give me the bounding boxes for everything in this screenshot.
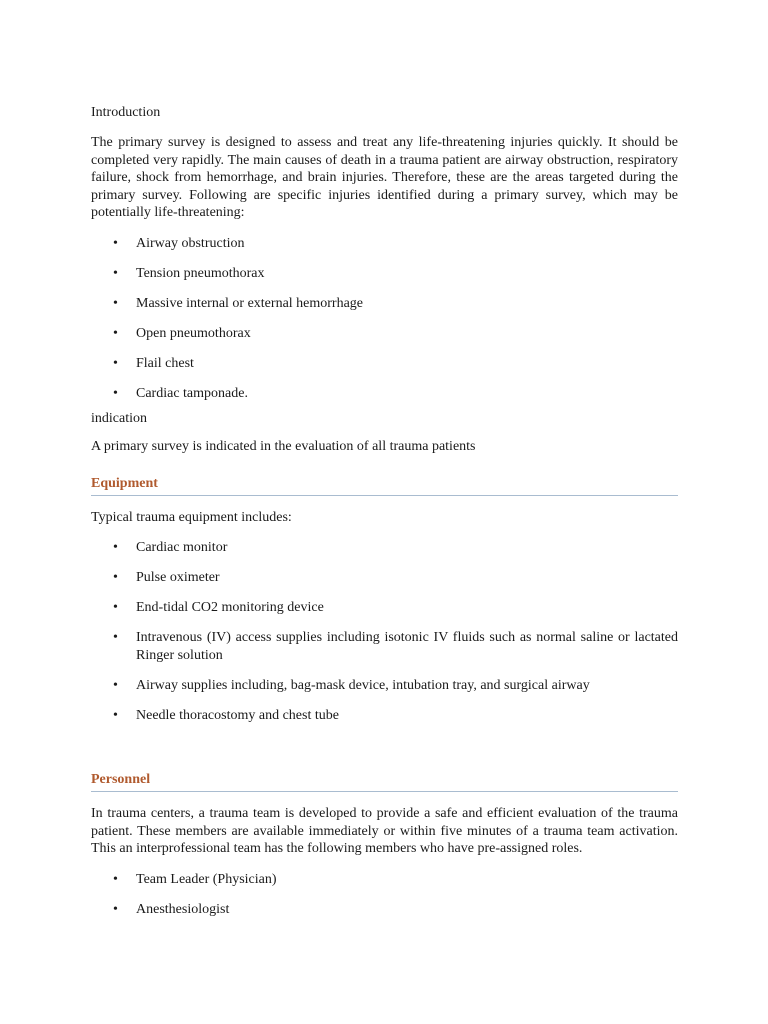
indication-heading: indication <box>91 411 147 426</box>
introduction-heading: Introduction <box>91 105 161 120</box>
bullet-icon: • <box>113 871 118 887</box>
list-item: • Team Leader (Physician) <box>113 871 277 887</box>
list-item: • End-tidal CO2 monitoring device <box>113 600 324 615</box>
list-item: • Cardiac tamponade. <box>113 385 248 401</box>
introduction-paragraph: The primary survey is designed to assess and treat any life-threatening injuries quickly. It should be completed very rapidly. The main causes of death in a trauma patient are airway obstruction, respiratory failure, shock from hemorrhage, and brain injuries. Therefore, these are the areas targeted during the primary survey. Following are specific injuries identified during a primary survey, which may be potentially life-threatening: <box>91 135 678 220</box>
bullet-icon: • <box>113 570 118 585</box>
bullet-icon: • <box>113 600 118 615</box>
equipment-intro: Typical trauma equipment includes: <box>91 509 292 525</box>
list-item: • Airway supplies including, bag-mask device, intubation tray, and surgical airway <box>113 677 590 693</box>
bullet-icon: • <box>113 707 118 723</box>
bullet-icon: • <box>113 901 118 917</box>
equipment-list <box>91 539 678 724</box>
bullet-icon: • <box>113 235 118 251</box>
personnel-paragraph: In trauma centers, a trauma team is developed to provide a safe and efficient evaluation of the trauma patient. These members are available immediately or within five minutes of a trauma team activation. This an interprofessional team has the following members who have pre-assigned roles. <box>91 806 678 856</box>
bullet-icon: • <box>113 385 118 401</box>
document-body <box>91 104 678 931</box>
injuries-list <box>91 235 678 403</box>
bullet-icon: • <box>113 355 118 371</box>
list-item: • Anesthesiologist <box>113 901 230 917</box>
list-item: • Open pneumothorax <box>113 325 251 341</box>
bullet-icon: • <box>113 630 118 645</box>
personnel-heading: Personnel <box>91 771 678 792</box>
equipment-heading: Equipment <box>91 475 678 496</box>
list-item: • Needle thoracostomy and chest tube <box>113 707 339 723</box>
list-item: • Cardiac monitor <box>113 540 228 555</box>
list-item: • Massive internal or external hemorrhage <box>113 295 364 311</box>
list-item: • Flail chest <box>113 355 194 371</box>
bullet-icon: • <box>113 265 118 281</box>
bullet-icon: • <box>113 677 118 693</box>
list-item: • Pulse oximeter <box>113 570 220 585</box>
bullet-icon: • <box>113 540 118 555</box>
list-item: • Intravenous (IV) access supplies including isotonic IV fluids such as normal saline or lactated Ringer solution <box>113 630 678 663</box>
indication-paragraph: A primary survey is indicated in the evaluation of all trauma patients <box>91 439 476 454</box>
list-item: • Airway obstruction <box>113 235 245 251</box>
personnel-list <box>91 871 678 919</box>
bullet-icon: • <box>113 295 118 311</box>
list-item: • Tension pneumothorax <box>113 265 265 281</box>
bullet-icon: • <box>113 325 118 341</box>
